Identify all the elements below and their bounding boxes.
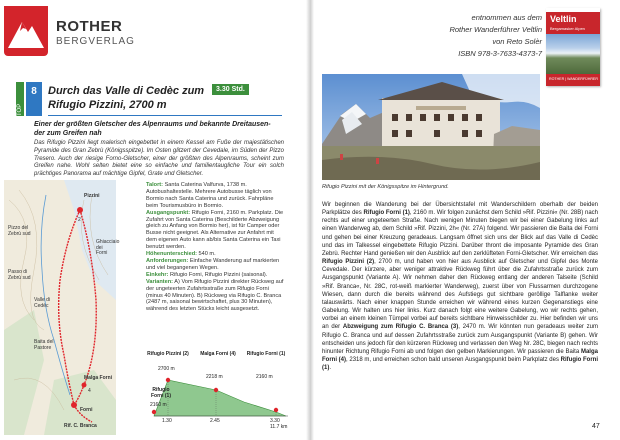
book-spine: [306, 0, 314, 440]
info-item: [146, 258, 284, 272]
tour-number: 8: [26, 82, 42, 116]
profile-station-name: Rifugio Forni (1): [246, 351, 286, 357]
info-text: Santa Caterina Valfurva, 1738 m. Autobushaltestelle. Mehrere Autobusse täglich von Bormio nach Santa Caterina und zurück. Fahrpläne beim Tourismusbüro in Bormio.: [146, 182, 274, 209]
info-key: Varianten:: [146, 278, 174, 285]
info-text: 540 m.: [198, 251, 216, 258]
body-text: , 2318 m, und erreichen schon bald unseren Ausgangspunkt beim Parkplatz des: [346, 356, 559, 363]
map-point-2: 2: [78, 217, 81, 223]
body-text: , 2160 m. Wir folgen zunächst dem Schild »Rif. Pizzini« (Nr. 28B) nach rechts auf einer ungeteerten Straße. Nach wenigen Minuten biegen wir bei einer Gabelung links auf einen Wanderweg ab, dem Schild »Rif. Pizzini, 2h« (Nr. 27A) folgend. Wir passieren die Baita dei Forni und gehen bei einer Kreuzung geradeaus. Langsam öffnet sich uns der Blick auf das Valle di Cedèc und das im Talkessel eingebettete Rifugio Pizzini. Darüber thront die imposante Pyramide des Gran Zebrù. Rechter Hand genießen wir den Ausblick auf den zerklüfteten Forni-Gletscher. Wir erreichen das: [322, 210, 598, 257]
cover-footer: ROTHER | WANDERFÜHRER: [549, 77, 598, 81]
profile-axis-end: 11.7 km: [270, 424, 288, 430]
map-label-pizzini: Pizzini: [84, 193, 100, 199]
map-label-pizzo: Pizzo del Zebrù sud: [8, 225, 31, 237]
title-underline: [48, 115, 282, 116]
body-text: .: [329, 365, 332, 372]
info-text: Rifugio Forni, Rifugio Pizzini (saisonal).: [169, 271, 268, 278]
profile-station-alt: 2700 m: [158, 366, 175, 372]
info-key: Einkehr:: [146, 271, 169, 278]
mountain-icon: [4, 6, 48, 56]
tour-subtitle: [34, 120, 284, 138]
map-label-branca: Rif. C. Branca: [64, 423, 97, 429]
info-text: Rifugio Forni, 2160 m. Parkplatz. Die Zufahrt von Santa Caterina (Beschilderte Abzweigung gleich zu Anfang von Bormio her), ist für Camper oder Busse nicht geeignet. Als Alternative zur Anfahrt mit dem eigenen Auto kann ab/bis Santa Caterina ein Taxi benutzt werden.: [146, 209, 284, 251]
map-label-passo: Passo di Zebrù sud: [8, 269, 31, 281]
publisher-name: ROTHER: [56, 18, 123, 35]
body-highlight: Rifugio Pizzini (2): [322, 259, 375, 266]
info-key: Ausgangspunkt:: [146, 209, 191, 216]
source-info: [324, 12, 542, 60]
map-label-malga: Malga Forni: [84, 375, 113, 381]
info-text: A) Vom Rifugio Pizzini direkter Rückweg auf der ungeteerten Zufahrtsstraße zum Rifugio Forni (minus 40 Minuten). B) Rückweg via Rifugio C. Branca (2487 m, saisonal bewirtschaftet, plus 30 Minuten), während des letzten Stücks leicht ausgesetzt.: [146, 278, 284, 313]
cover-band: [546, 8, 600, 12]
tour-intro: Das Rifugio Pizzini liegt malerisch eingebettet in einem Kessel am Fuße der majestätischen Pyramide des Gran Zebrù (Königsspitze). Im Osten glitzert der Cevedale, im Süden der Pizzo Tresero. Auch der riesige Forno-Gletscher, einer der größten des Alpenraums, scheint zum Greifen nahe. Wohl selten bietet eine so einfache und familientaugliche Tour ein solch prächtiges Panorama auf mächtige Gipfel, Grate und Gletscher.: [34, 140, 284, 178]
tour-id: [16, 82, 42, 116]
profile-time: 3.30: [270, 418, 280, 424]
body-highlight: Abzweigung zum Rifugio C. Branca (3): [342, 324, 459, 331]
profile-start-name: Rifugio Forni (1): [151, 387, 171, 399]
info-key: Höhenunterschied:: [146, 251, 197, 258]
body-highlight: Malga Forni (4): [322, 348, 598, 363]
profile-time: 2.45: [210, 418, 220, 424]
left-page: [0, 0, 306, 440]
info-key: Talort:: [146, 182, 163, 188]
source-line3: von Reto Solèr: [492, 37, 542, 46]
profile-start-alt: 2160 m: [150, 402, 167, 408]
hut-photo: [322, 74, 540, 180]
info-item: [146, 272, 284, 279]
map-label-valle: Valle di Cedèc: [34, 297, 51, 309]
body-text: , 2470 m. Wir könnten nun geradeaus weiter zum Rifugio C. Branca und auf dessen Zufahrtsstraße zurück zum Ausgangspunkt (Variante B) gehen. Wir entscheiden uns jedoch für den kürzeren Rückweg und verlassen den Weg Nr. 28C, biegen nach rechts hinunter Richtung Rifugio Forni ab und folgen den gelben Markierungen. Wir passieren die Baita: [322, 324, 598, 355]
tour-duration-badge: 3.30 Std.: [212, 84, 249, 95]
photo-caption: Rifugio Pizzini mit der Königsspitze im Hintergrund.: [322, 184, 449, 190]
profile-station-name: Rifugio Pizzini (2): [147, 351, 189, 357]
tour-title-line1: Durch das Valle di Cedèc zum: [48, 85, 205, 97]
info-item: [146, 210, 284, 251]
profile-station-alt: 2160 m: [256, 374, 273, 380]
route-map: [4, 180, 120, 435]
tour-info: [146, 182, 284, 313]
body-text: Wir beginnen die Wanderung bei der Übersichtstafel mit Wanderschildern oberhalb der beiden Parkplätze des: [322, 202, 598, 217]
cover-photo: [546, 34, 600, 74]
body-highlight: Rifugio Forni (1): [322, 356, 598, 372]
page-number: 47: [592, 423, 600, 430]
info-item: [146, 279, 284, 314]
body-highlight: Rifugio Forni (1): [363, 210, 410, 217]
tour-subtitle-line1: Einer der größten Gletscher des Alpenraums und bekannte Dreitausen-: [34, 121, 271, 128]
body-text: , 2700 m, und haben von hier aus Ausblick auf Gletscher und Gipfel des Monte Cevedale. Der kürzere, aber weniger attraktive Rückweg führt über die Zufahrtsstraße zurück zum Ausgangspunkt (Variante A). Wir nehmen daher den Rückweg entlang der anderen Talseite (Schild »Rif. Branca«, Nr. 28C, rot-weiß markierter Wanderweg), zuerst über von Flussarmen durchzogene Wiesen, dann durch die bereits während des Aufstiegs gut sichtbare geröllige Talflanke weiter talauswärts. Nach einer knappen Stunde erreichen wir während eines kurzen Gegenanstiegs eine Gabelung. Wir halten uns hier links. Kurz danach folgt eine weitere Gabelung, wo wir rechts gehen, vorbei an einem kleinen Tümpel vorbei auf bereits sichtbare Hinweisschilder zu. Hier befinden wir uns an der: [322, 259, 598, 331]
info-item: [146, 182, 284, 210]
source-line4: ISBN 978-3-7633-4373-7: [458, 49, 542, 58]
book-cover: [546, 8, 600, 86]
profile-time: 1.30: [162, 418, 172, 424]
right-page: [314, 0, 620, 440]
profile-station-alt: 2218 m: [206, 374, 223, 380]
info-key: Anforderungen:: [146, 257, 189, 264]
info-item: [146, 251, 284, 258]
cover-subtitle: Bergamasker Alpen: [550, 26, 585, 31]
publisher-sub: BERGVERLAG: [56, 36, 135, 47]
tour-subtitle-line2: der zum Greifen nah: [34, 130, 102, 137]
tour-tag: [16, 82, 24, 116]
cover-title: Veltlin: [550, 14, 577, 24]
elevation-profile: [146, 350, 296, 430]
source-line2: Rother Wanderführer Veltlin: [449, 25, 542, 34]
map-label-baita: Baita del Pastore: [34, 339, 54, 351]
source-line1: entnommen aus dem: [471, 13, 542, 22]
map-label-forni: Forni: [80, 407, 93, 413]
route-description: [322, 201, 598, 372]
tour-title: [48, 84, 228, 112]
map-point-4: 4: [88, 388, 91, 394]
tour-tag-text: TOP: [17, 103, 23, 116]
info-text: Einfache Wanderung auf markierten und viel begangenen Wegen.: [146, 257, 280, 271]
map-label-ghiacciaio: Ghiacciaio dei Forni: [96, 239, 120, 256]
tour-title-line2: Rifugio Pizzini, 2700 m: [48, 99, 167, 111]
profile-station-name: Malga Forni (4): [200, 351, 236, 357]
publisher-logo: [4, 6, 164, 56]
